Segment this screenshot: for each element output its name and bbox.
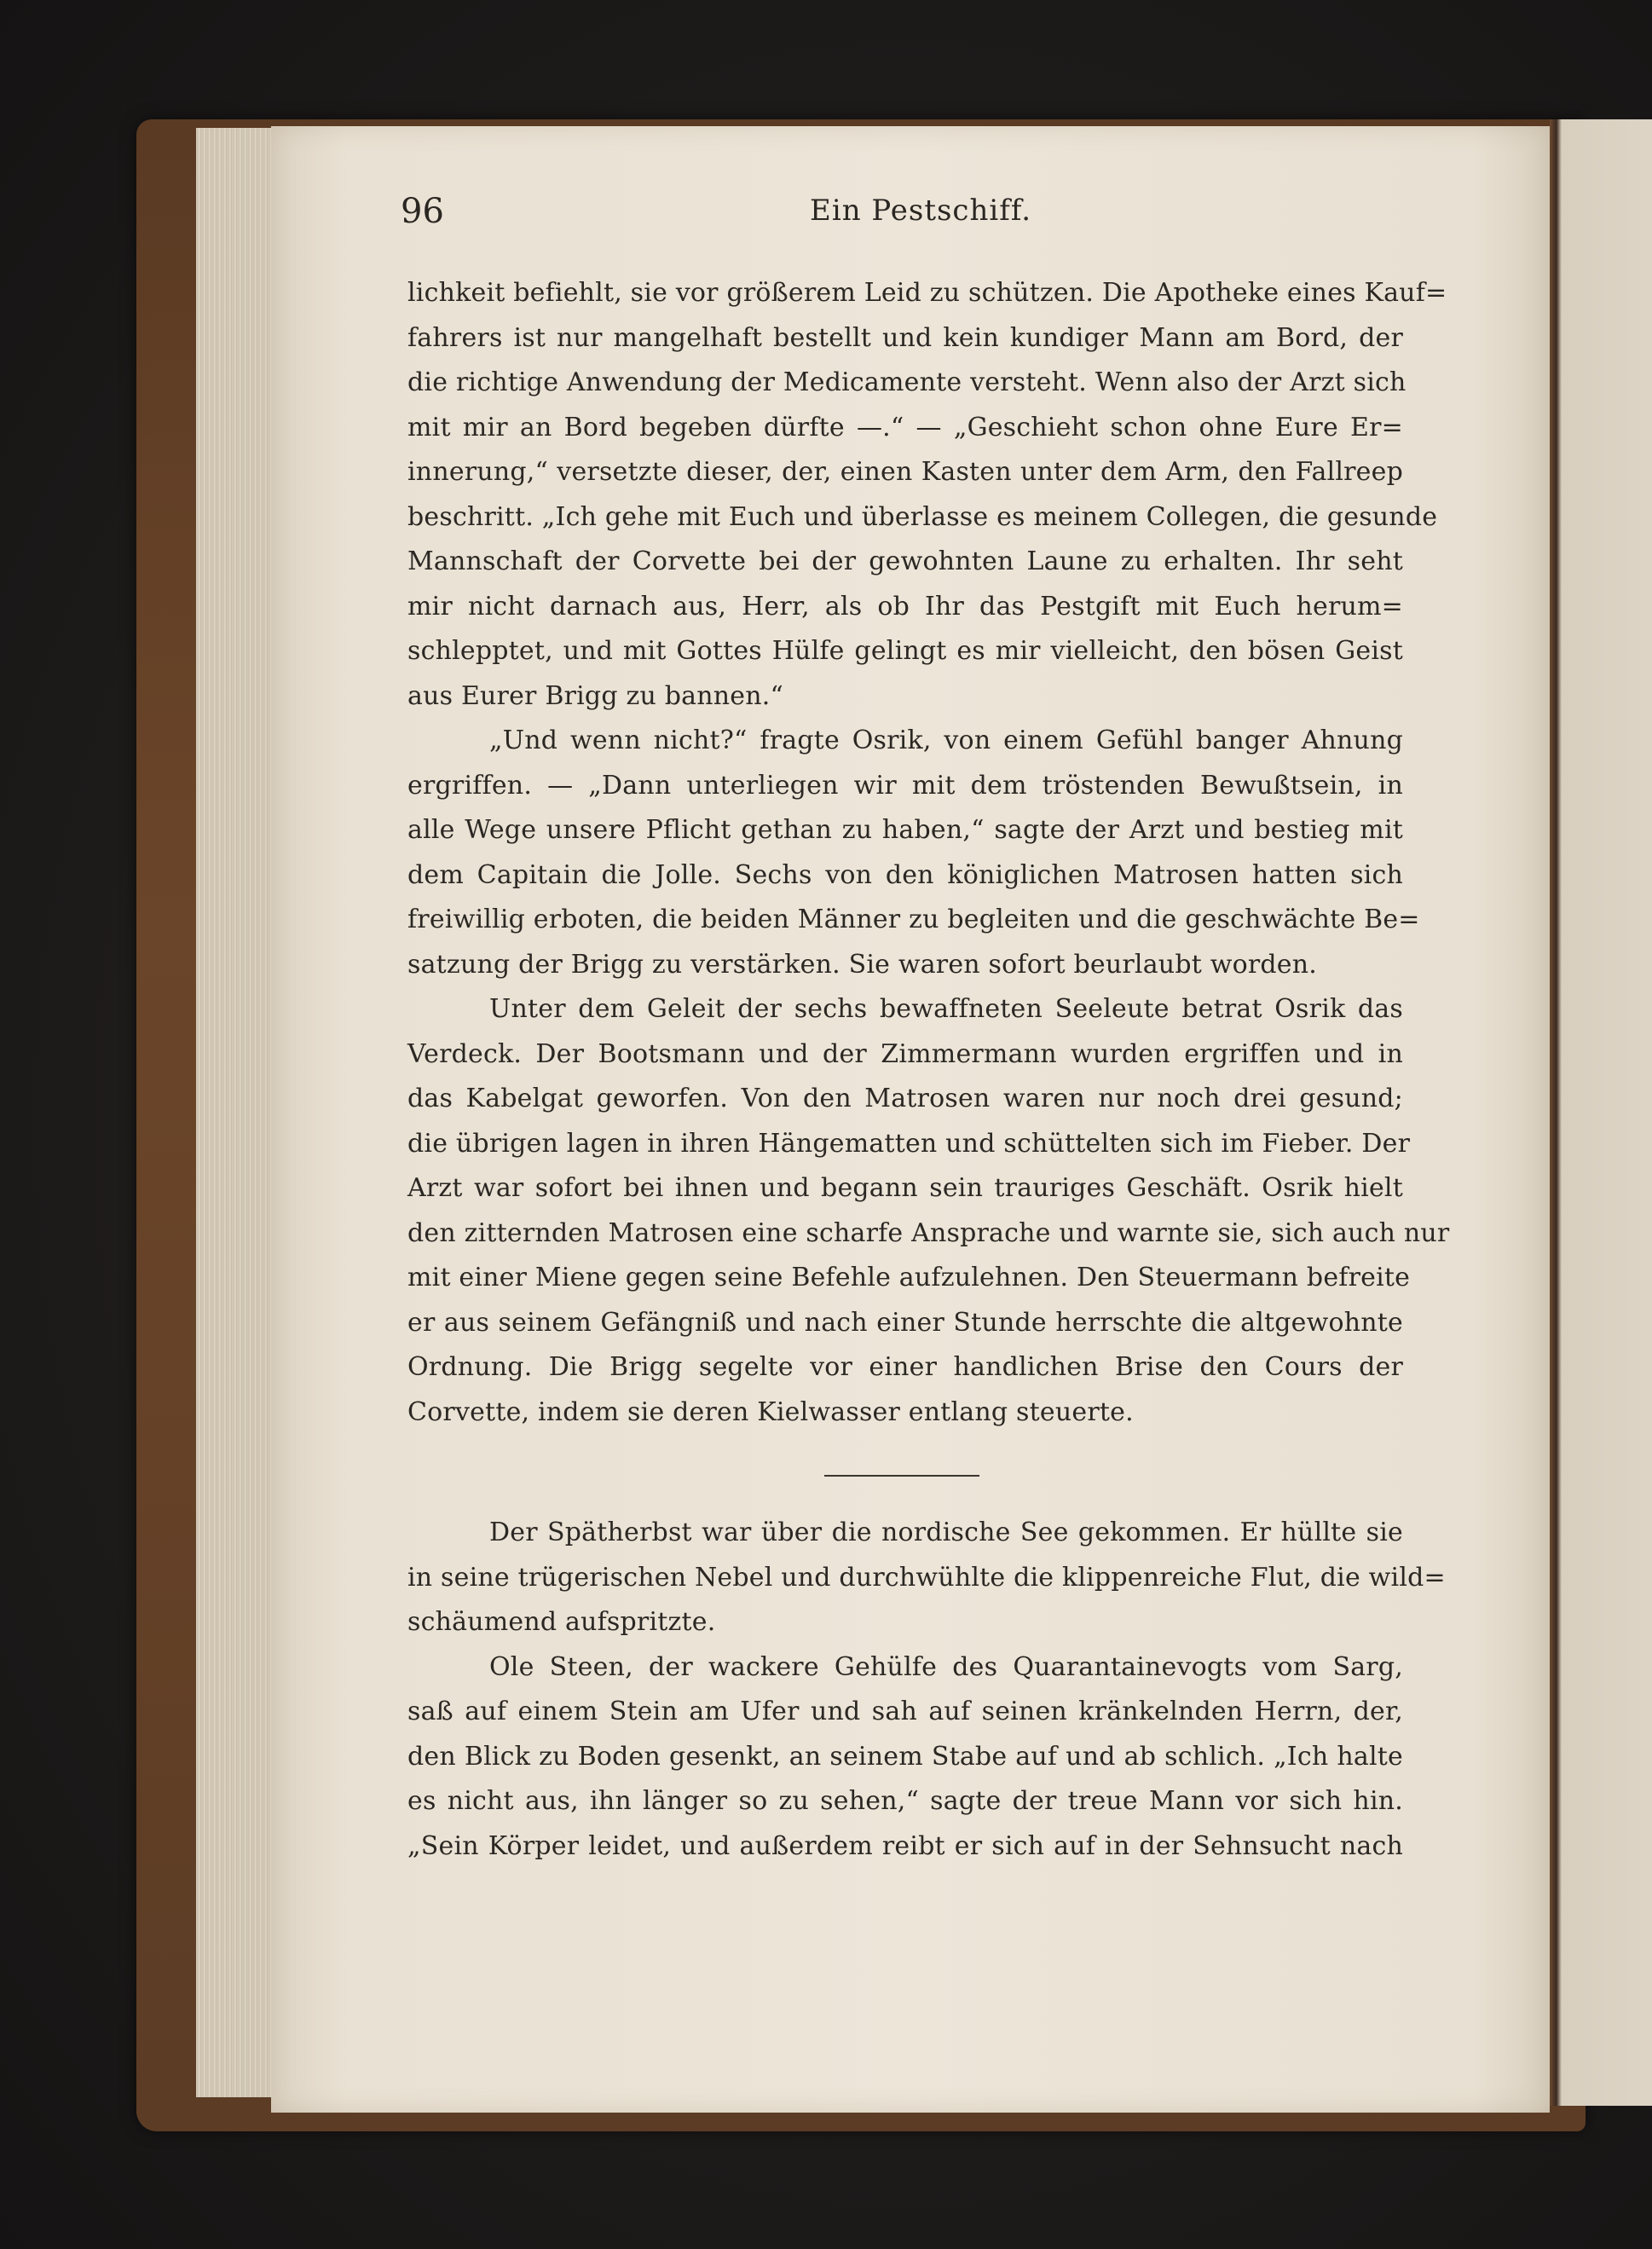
text-line: schäumend aufspritzte. xyxy=(407,1607,716,1637)
text-line: alle Wege unsere Pflicht gethan zu haben,“ sagte der Arzt und bestieg mit xyxy=(407,815,1403,845)
text-line: „Sein Körper leidet, und außerdem reibt er sich auf in der Sehnsucht nach xyxy=(407,1830,1403,1861)
text-line: „Und wenn nicht?“ fragte Osrik, von einem Gefühl banger Ahnung xyxy=(489,726,1403,755)
text-line: er aus seinem Gefängniß und nach einer Stunde herrschte die altgewohnte xyxy=(407,1307,1403,1338)
text-section-1 xyxy=(407,271,1450,1435)
text-line: saß auf einem Stein am Ufer und sah auf seinen kränkelnden Herrn, der, xyxy=(407,1697,1403,1726)
facing-page-edge xyxy=(1550,119,1652,2106)
text-line: lichkeit befiehlt, sie vor größerem Leid zu schützen. Die Apotheke eines Kauf= xyxy=(407,278,1447,308)
text-line: freiwillig erboten, die beiden Männer zu begleiten und die geschwächte Be= xyxy=(407,905,1420,934)
text-line: mir nicht darnach aus, Herr, als ob Ihr das Pestgift mit Euch herum= xyxy=(407,591,1403,622)
text-line: den zitternden Matrosen eine scharfe Ansprache und warnte sie, sich auch nur xyxy=(407,1217,1450,1248)
text-line: mit einer Miene gegen seine Befehle aufzulehnen. Den Steuermann befreite xyxy=(407,1263,1411,1292)
page-header xyxy=(401,192,1407,243)
text-line: es nicht aus, ihn länger so zu sehen,“ sagte der treue Mann vor sich hin. xyxy=(407,1786,1403,1816)
section-divider xyxy=(824,1475,979,1477)
text-line: innerung,“ versetzte dieser, der, einen Kasten unter dem Arm, den Fallreep xyxy=(407,457,1403,487)
text-line: satzung der Brigg zu verstärken. Sie waren sofort beurlaubt worden. xyxy=(407,949,1318,980)
text-line: Corvette, indem sie deren Kielwasser entlang steuerte. xyxy=(407,1396,1134,1427)
page-edges xyxy=(196,128,274,2097)
page-number: 96 xyxy=(401,192,444,231)
text-line: den Blick zu Boden gesenkt, an seinem Stabe auf und ab schlich. „Ich halte xyxy=(407,1741,1403,1772)
text-line: Ole Steen, der wackere Gehülfe des Quarantainevogts vom Sarg, xyxy=(489,1651,1403,1682)
text-line: in seine trügerischen Nebel und durchwühlte die klippenreiche Flut, die wild= xyxy=(407,1562,1446,1593)
text-line: Ordnung. Die Brigg segelte vor einer handlichen Brise den Cours der xyxy=(407,1352,1403,1382)
text-line: Verdeck. Der Bootsmann und der Zimmermann wurden ergriffen und in xyxy=(407,1038,1403,1069)
text-line: mit mir an Bord begeben dürfte —.“ — „Geschieht schon ohne Eure Er= xyxy=(407,412,1403,442)
text-line: die richtige Anwendung der Medicamente versteht. Wenn also der Arzt sich xyxy=(407,367,1407,397)
text-line: Unter dem Geleit der sechs bewaffneten Seeleute betrat Osrik das xyxy=(489,994,1403,1024)
text-line: aus Eurer Brigg zu bannen.“ xyxy=(407,680,784,711)
text-line: die übrigen lagen in ihren Hängematten und schüttelten sich im Fieber. Der xyxy=(407,1128,1411,1159)
text-line: Mannschaft der Corvette bei der gewohnten Laune zu erhalten. Ihr seht xyxy=(407,546,1403,576)
text-line: beschritt. „Ich gehe mit Euch und überlasse es meinem Collegen, die gesunde xyxy=(407,501,1438,532)
text-line: das Kabelgat geworfen. Von den Matrosen waren nur noch drei gesund; xyxy=(407,1084,1403,1113)
text-line: Der Spätherbst war über die nordische See gekommen. Er hüllte sie xyxy=(489,1518,1403,1547)
text-line: Arzt war sofort bei ihnen und begann sein trauriges Geschäft. Osrik hielt xyxy=(407,1173,1403,1203)
text-line: dem Capitain die Jolle. Sechs von den königlichen Matrosen hatten sich xyxy=(407,859,1403,890)
text-line: fahrers ist nur mangelhaft bestellt und kein kundiger Mann am Bord, der xyxy=(407,322,1403,353)
running-title: Ein Pestschiff. xyxy=(810,194,1032,228)
text-line: ergriffen. — „Dann unterliegen wir mit dem tröstenden Bewußtsein, in xyxy=(407,770,1403,801)
text-line: schlepptet, und mit Gottes Hülfe gelingt es mir vielleicht, den bösen Geist xyxy=(407,636,1403,666)
text-section-2 xyxy=(407,1511,1446,1869)
